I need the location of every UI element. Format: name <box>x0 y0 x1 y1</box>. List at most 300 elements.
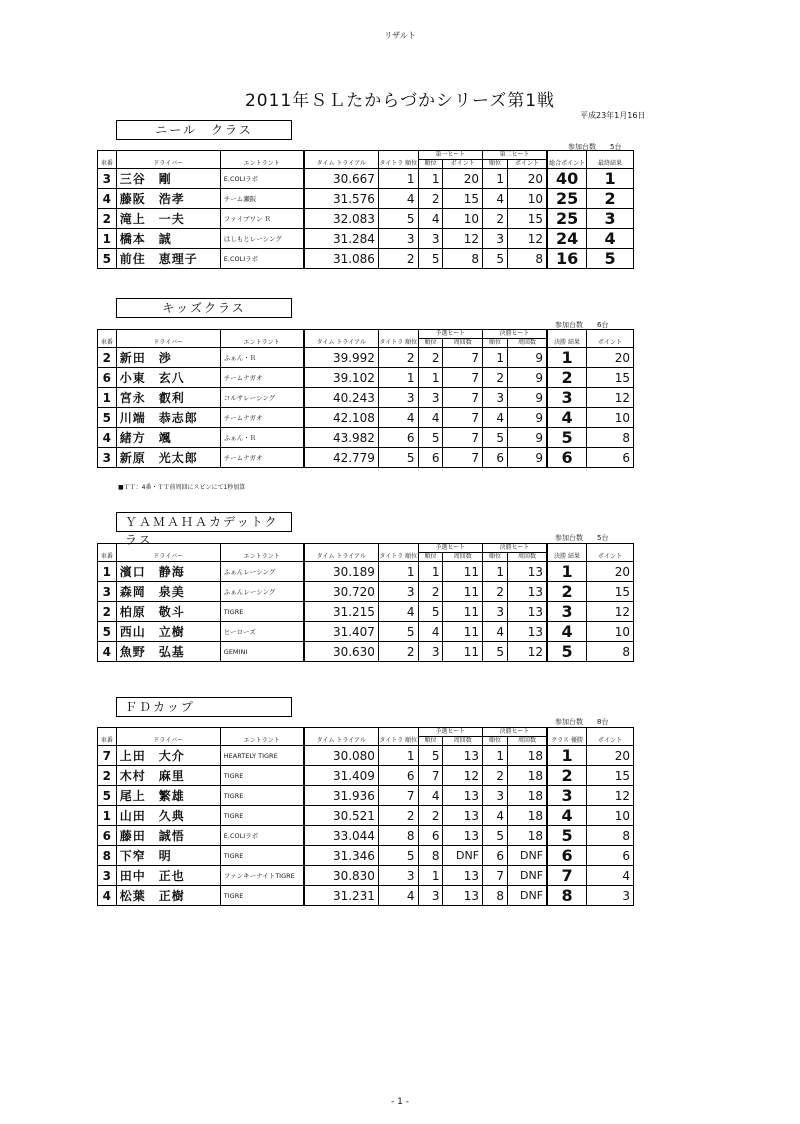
column-header: ポイント <box>587 330 634 348</box>
result-col-1: 1 <box>547 348 587 368</box>
heat1-value-b: 7 <box>443 368 483 388</box>
column-subheader <box>418 160 443 169</box>
heat2-value-b: 18 <box>508 746 548 766</box>
heat2-value-a: 5 <box>483 642 508 662</box>
table-row <box>98 766 634 786</box>
heat1-value-a: 1 <box>418 866 443 886</box>
driver-name: 森岡 泉美 <box>116 582 220 602</box>
result-col-2: 10 <box>587 408 634 428</box>
driver-name: 緒方 颯 <box>116 428 220 448</box>
heat2-value-b: 15 <box>508 209 548 229</box>
column-subheader <box>443 553 483 562</box>
column-subheader <box>418 339 443 348</box>
result-col-2: 12 <box>587 786 634 806</box>
result-col-2: 8 <box>587 826 634 846</box>
column-group-header: 予選ヒート <box>418 728 483 737</box>
entrant-name: チームナガオ <box>220 368 303 388</box>
entrant-name: TIGRE <box>220 886 303 906</box>
result-col-2: 10 <box>587 622 634 642</box>
driver-name: 山田 久典 <box>116 806 220 826</box>
column-subheader-label: 周回数 <box>453 737 472 744</box>
driver-name: 木村 麻里 <box>116 766 220 786</box>
entrant-name: TIGRE <box>220 846 303 866</box>
time-trial: 31.284 <box>304 229 379 249</box>
entrant-name: HEARTELY TIGRE <box>220 746 303 766</box>
heat1-value-a: 1 <box>418 169 443 189</box>
heat2-value-b: 9 <box>508 428 548 448</box>
result-col-1: 3 <box>547 388 587 408</box>
car-number: 5 <box>98 408 117 428</box>
heat1-value-b: 13 <box>443 746 483 766</box>
result-col-2: 3 <box>587 209 634 229</box>
result-col-1: 5 <box>547 428 587 448</box>
time-trial-rank: 4 <box>378 189 418 209</box>
column-header: 車番 <box>98 151 117 169</box>
result-col-1: 2 <box>547 766 587 786</box>
entrant-name: ファンキーナイトTIGRE <box>220 866 303 886</box>
car-number: 1 <box>98 806 117 826</box>
driver-name: 上田 大介 <box>116 746 220 766</box>
heat2-value-b: 20 <box>508 169 548 189</box>
heat1-value-a: 5 <box>418 249 443 269</box>
heat2-value-a: 7 <box>483 866 508 886</box>
heat1-value-a: 3 <box>418 388 443 408</box>
car-number: 3 <box>98 169 117 189</box>
car-number: 4 <box>98 886 117 906</box>
time-trial: 30.080 <box>304 746 379 766</box>
car-number: 2 <box>98 766 117 786</box>
column-subheader <box>508 553 548 562</box>
heat2-value-b: 18 <box>508 806 548 826</box>
time-trial: 43.982 <box>304 428 379 448</box>
table-row <box>98 786 634 806</box>
heat1-value-a: 6 <box>418 448 443 468</box>
column-header: エントラント <box>220 544 303 562</box>
heat1-value-b: 11 <box>443 582 483 602</box>
column-subheader-label: 周回数 <box>518 737 537 744</box>
driver-name: 魚野 弘基 <box>116 642 220 662</box>
time-trial-rank: 5 <box>378 622 418 642</box>
time-trial-rank: 4 <box>378 886 418 906</box>
entrant-name: コルサレーシング <box>220 388 303 408</box>
column-subheader <box>418 737 443 746</box>
event-date: 平成23年1月16日 <box>580 111 646 120</box>
table-row <box>98 622 634 642</box>
heat2-value-b: 18 <box>508 826 548 846</box>
column-header: ドライバー <box>116 151 220 169</box>
result-col-2: 4 <box>587 866 634 886</box>
heat2-value-b: 12 <box>508 229 548 249</box>
heat1-value-b: 15 <box>443 189 483 209</box>
heat1-value-b: DNF <box>443 846 483 866</box>
car-number: 3 <box>98 866 117 886</box>
time-trial: 30.521 <box>304 806 379 826</box>
column-header: タイトラ 順位 <box>378 728 418 746</box>
time-trial-rank: 1 <box>378 562 418 582</box>
heat1-value-a: 1 <box>418 562 443 582</box>
heat1-value-b: 11 <box>443 562 483 582</box>
heat1-value-a: 4 <box>418 622 443 642</box>
entrant-name: はしもとレーシング <box>220 229 303 249</box>
heat1-value-a: 3 <box>418 229 443 249</box>
results-table <box>97 543 634 662</box>
column-header: ドライバー <box>116 544 220 562</box>
heat1-value-b: 11 <box>443 602 483 622</box>
column-group-header: 決勝ヒート <box>483 330 548 339</box>
heat2-value-b: 13 <box>508 622 548 642</box>
time-trial-rank: 3 <box>378 582 418 602</box>
column-subheader <box>443 339 483 348</box>
column-group-header: 決勝ヒート <box>483 728 548 737</box>
result-col-2: 5 <box>587 249 634 269</box>
column-subheader-label: ポイント <box>515 160 540 167</box>
heat2-value-b: 9 <box>508 408 548 428</box>
heat2-value-b: 12 <box>508 642 548 662</box>
heat2-value-b: 9 <box>508 448 548 468</box>
heat1-value-b: 11 <box>443 642 483 662</box>
heat1-value-a: 4 <box>418 408 443 428</box>
heat2-value-b: 9 <box>508 368 548 388</box>
results-table <box>97 329 634 468</box>
heat1-value-a: 3 <box>418 642 443 662</box>
heat1-value-b: 13 <box>443 866 483 886</box>
entry-count: 参加台数 6台 <box>555 321 609 329</box>
heat2-value-b: DNF <box>508 846 548 866</box>
time-trial-rank: 5 <box>378 209 418 229</box>
time-trial-rank: 4 <box>378 602 418 622</box>
page-header-label: リザルト <box>384 31 416 40</box>
result-col-2: 3 <box>587 886 634 906</box>
driver-name: 三谷 剛 <box>116 169 220 189</box>
result-col-1: 40 <box>547 169 587 189</box>
heat2-value-b: 18 <box>508 786 548 806</box>
column-header: 決勝 結果 <box>547 330 587 348</box>
results-table <box>97 150 634 269</box>
car-number: 2 <box>98 348 117 368</box>
class-title: ＦＤカップ <box>116 697 292 717</box>
time-trial: 32.083 <box>304 209 379 229</box>
column-subheader-label: 順位 <box>424 339 437 346</box>
column-header: タイトラ 順位 <box>378 151 418 169</box>
driver-name: 柏原 敬斗 <box>116 602 220 622</box>
driver-name: 小東 玄八 <box>116 368 220 388</box>
heat2-value-a: 4 <box>483 806 508 826</box>
result-col-1: 16 <box>547 249 587 269</box>
time-trial: 31.346 <box>304 846 379 866</box>
result-col-1: 8 <box>547 886 587 906</box>
time-trial: 30.189 <box>304 562 379 582</box>
result-col-2: 20 <box>587 562 634 582</box>
heat2-value-a: 5 <box>483 249 508 269</box>
result-col-1: 6 <box>547 846 587 866</box>
time-trial: 39.992 <box>304 348 379 368</box>
time-trial-rank: 2 <box>378 348 418 368</box>
car-number: 4 <box>98 642 117 662</box>
result-col-1: 1 <box>547 562 587 582</box>
time-trial: 30.720 <box>304 582 379 602</box>
table-row <box>98 886 634 906</box>
column-header: ポイント <box>587 544 634 562</box>
heat2-value-a: 6 <box>483 846 508 866</box>
entrant-name: ふぁんレーシング <box>220 562 303 582</box>
result-col-1: 4 <box>547 408 587 428</box>
time-trial-rank: 6 <box>378 428 418 448</box>
column-subheader-label: 周回数 <box>453 339 472 346</box>
heat2-value-b: DNF <box>508 886 548 906</box>
entrant-name: チームナガオ <box>220 448 303 468</box>
entrant-name: TIGRE <box>220 786 303 806</box>
driver-name: 下窄 明 <box>116 846 220 866</box>
table-row <box>98 209 634 229</box>
result-col-2: 12 <box>587 388 634 408</box>
result-col-2: 20 <box>587 746 634 766</box>
heat2-value-a: 1 <box>483 348 508 368</box>
result-col-1: 5 <box>547 826 587 846</box>
heat1-value-a: 6 <box>418 826 443 846</box>
heat1-value-b: 12 <box>443 229 483 249</box>
heat1-value-b: 7 <box>443 448 483 468</box>
page-title: 2011年ＳＬたからづかシリーズ第1戦 <box>244 91 556 111</box>
table-row <box>98 189 634 209</box>
entrant-name: ふぁん・Ｒ <box>220 348 303 368</box>
heat1-value-a: 5 <box>418 428 443 448</box>
entrant-name: TIGRE <box>220 806 303 826</box>
heat2-value-a: 5 <box>483 428 508 448</box>
entrant-name: TIGRE <box>220 766 303 786</box>
result-col-2: 15 <box>587 582 634 602</box>
heat2-value-a: 2 <box>483 209 508 229</box>
heat1-value-b: 7 <box>443 348 483 368</box>
column-header: エントラント <box>220 330 303 348</box>
result-col-2: 8 <box>587 428 634 448</box>
time-trial-rank: 2 <box>378 249 418 269</box>
heat2-value-a: 3 <box>483 388 508 408</box>
heat2-value-a: 4 <box>483 189 508 209</box>
heat2-value-a: 5 <box>483 826 508 846</box>
result-col-1: 24 <box>547 229 587 249</box>
column-header: ドライバー <box>116 728 220 746</box>
column-header: 決勝 結果 <box>547 544 587 562</box>
driver-name: 田中 正也 <box>116 866 220 886</box>
column-subheader-label: ポイント <box>450 160 475 167</box>
result-col-1: 7 <box>547 866 587 886</box>
column-header: タイム トライアル <box>304 151 379 169</box>
heat2-value-a: 3 <box>483 786 508 806</box>
table-row <box>98 169 634 189</box>
car-number: 1 <box>98 388 117 408</box>
car-number: 3 <box>98 582 117 602</box>
driver-name: 宮永 叡利 <box>116 388 220 408</box>
column-header: 車番 <box>98 330 117 348</box>
heat2-value-a: 2 <box>483 766 508 786</box>
column-subheader <box>508 160 548 169</box>
column-subheader-label: 順位 <box>424 553 437 560</box>
driver-name: 西山 立樹 <box>116 622 220 642</box>
result-col-1: 1 <box>547 746 587 766</box>
table-row <box>98 602 634 622</box>
car-number: 1 <box>98 229 117 249</box>
time-trial: 31.409 <box>304 766 379 786</box>
time-trial-rank: 4 <box>378 408 418 428</box>
time-trial: 42.108 <box>304 408 379 428</box>
column-header: クラス 優勝 <box>547 728 587 746</box>
time-trial-rank: 5 <box>378 448 418 468</box>
heat1-value-a: 7 <box>418 766 443 786</box>
heat1-value-b: 11 <box>443 622 483 642</box>
column-group-header: 予選ヒート <box>418 544 483 553</box>
time-trial-rank: 3 <box>378 229 418 249</box>
column-header: タイム トライアル <box>304 330 379 348</box>
result-col-1: 25 <box>547 189 587 209</box>
table-note: ■ＴＴ：4番・ＴＴ前周回にスピンにて1秒加算 <box>118 484 246 491</box>
heat1-value-b: 13 <box>443 886 483 906</box>
time-trial-rank: 3 <box>378 866 418 886</box>
time-trial: 30.830 <box>304 866 379 886</box>
car-number: 7 <box>98 746 117 766</box>
column-header: 最終結果 <box>587 151 634 169</box>
time-trial-rank: 3 <box>378 388 418 408</box>
column-header: タイム トライアル <box>304 728 379 746</box>
heat2-value-b: 18 <box>508 766 548 786</box>
car-number: 4 <box>98 428 117 448</box>
time-trial: 30.630 <box>304 642 379 662</box>
column-subheader <box>483 160 508 169</box>
column-subheader-label: 順位 <box>489 737 502 744</box>
result-col-2: 10 <box>587 806 634 826</box>
driver-name: 川端 恭志郎 <box>116 408 220 428</box>
heat2-value-a: 3 <box>483 229 508 249</box>
column-group-header: 決勝ヒート <box>483 544 548 553</box>
heat2-value-a: 4 <box>483 622 508 642</box>
entry-count: 参加台数 8台 <box>555 718 609 726</box>
column-header: ポイント <box>587 728 634 746</box>
result-col-1: 4 <box>547 806 587 826</box>
class-title: ニール クラス <box>116 120 292 140</box>
car-number: 5 <box>98 622 117 642</box>
table-row <box>98 229 634 249</box>
column-subheader-label: 順位 <box>489 339 502 346</box>
column-header: 車番 <box>98 544 117 562</box>
table-row <box>98 408 634 428</box>
heat2-value-a: 2 <box>483 368 508 388</box>
result-col-1: 3 <box>547 602 587 622</box>
entrant-name: ファイブワン Ｒ <box>220 209 303 229</box>
table-row <box>98 806 634 826</box>
result-col-2: 6 <box>587 448 634 468</box>
heat2-value-b: 13 <box>508 582 548 602</box>
column-header: タイトラ 順位 <box>378 544 418 562</box>
table-row <box>98 348 634 368</box>
heat1-value-b: 7 <box>443 408 483 428</box>
result-col-1: 3 <box>547 786 587 806</box>
column-subheader-label: 順位 <box>489 553 502 560</box>
result-col-2: 1 <box>587 169 634 189</box>
result-col-2: 4 <box>587 229 634 249</box>
entrant-name: TIGRE <box>220 602 303 622</box>
heat1-value-b: 7 <box>443 428 483 448</box>
time-trial-rank: 5 <box>378 846 418 866</box>
heat2-value-a: 1 <box>483 169 508 189</box>
table-row <box>98 368 634 388</box>
heat1-value-b: 13 <box>443 806 483 826</box>
car-number: 4 <box>98 189 117 209</box>
car-number: 2 <box>98 602 117 622</box>
time-trial: 31.576 <box>304 189 379 209</box>
driver-name: 藤田 誠悟 <box>116 826 220 846</box>
driver-name: 藤阪 浩孝 <box>116 189 220 209</box>
driver-name: 濱口 静海 <box>116 562 220 582</box>
car-number: 5 <box>98 249 117 269</box>
driver-name: 尾上 繁雄 <box>116 786 220 806</box>
result-col-1: 2 <box>547 368 587 388</box>
entry-count: 参加台数 5台 <box>555 534 609 542</box>
column-subheader <box>418 553 443 562</box>
car-number: 6 <box>98 826 117 846</box>
heat1-value-b: 13 <box>443 826 483 846</box>
time-trial-rank: 2 <box>378 806 418 826</box>
table-row <box>98 826 634 846</box>
result-col-1: 2 <box>547 582 587 602</box>
column-group-header: 予選ヒート <box>418 330 483 339</box>
class-title: キッズクラス <box>116 298 292 318</box>
table-row <box>98 388 634 408</box>
heat1-value-b: 20 <box>443 169 483 189</box>
driver-name: 滝上 一夫 <box>116 209 220 229</box>
time-trial: 39.102 <box>304 368 379 388</box>
entrant-name: ふぁんレーシング <box>220 582 303 602</box>
table-row <box>98 746 634 766</box>
result-col-1: 25 <box>547 209 587 229</box>
driver-name: 松葉 正樹 <box>116 886 220 906</box>
heat1-value-a: 5 <box>418 602 443 622</box>
heat2-value-a: 4 <box>483 408 508 428</box>
column-subheader <box>443 160 483 169</box>
column-header: エントラント <box>220 151 303 169</box>
column-subheader-label: 順位 <box>424 160 437 167</box>
page-number: - 1 - <box>391 1097 409 1107</box>
result-col-2: 15 <box>587 766 634 786</box>
result-col-2: 20 <box>587 348 634 368</box>
heat1-value-b: 13 <box>443 786 483 806</box>
heat2-value-a: 1 <box>483 562 508 582</box>
column-header: タイトラ 順位 <box>378 330 418 348</box>
table-row <box>98 582 634 602</box>
table-row <box>98 562 634 582</box>
column-group-header: 第一ヒート <box>418 151 483 160</box>
result-col-2: 15 <box>587 368 634 388</box>
entrant-name: E.COLIラボ <box>220 169 303 189</box>
driver-name: 橋本 誠 <box>116 229 220 249</box>
time-trial: 31.086 <box>304 249 379 269</box>
result-col-2: 12 <box>587 602 634 622</box>
heat1-value-b: 10 <box>443 209 483 229</box>
heat1-value-a: 8 <box>418 846 443 866</box>
result-col-1: 6 <box>547 448 587 468</box>
heat1-value-b: 12 <box>443 766 483 786</box>
result-col-1: 5 <box>547 642 587 662</box>
time-trial: 42.779 <box>304 448 379 468</box>
heat2-value-b: 8 <box>508 249 548 269</box>
column-header: タイム トライアル <box>304 544 379 562</box>
table-row <box>98 428 634 448</box>
column-header: 車番 <box>98 728 117 746</box>
heat2-value-b: 9 <box>508 388 548 408</box>
driver-name: 新田 渉 <box>116 348 220 368</box>
column-subheader-label: 周回数 <box>453 553 472 560</box>
results-table <box>97 727 634 906</box>
column-subheader-label: 順位 <box>489 160 502 167</box>
column-subheader <box>483 339 508 348</box>
